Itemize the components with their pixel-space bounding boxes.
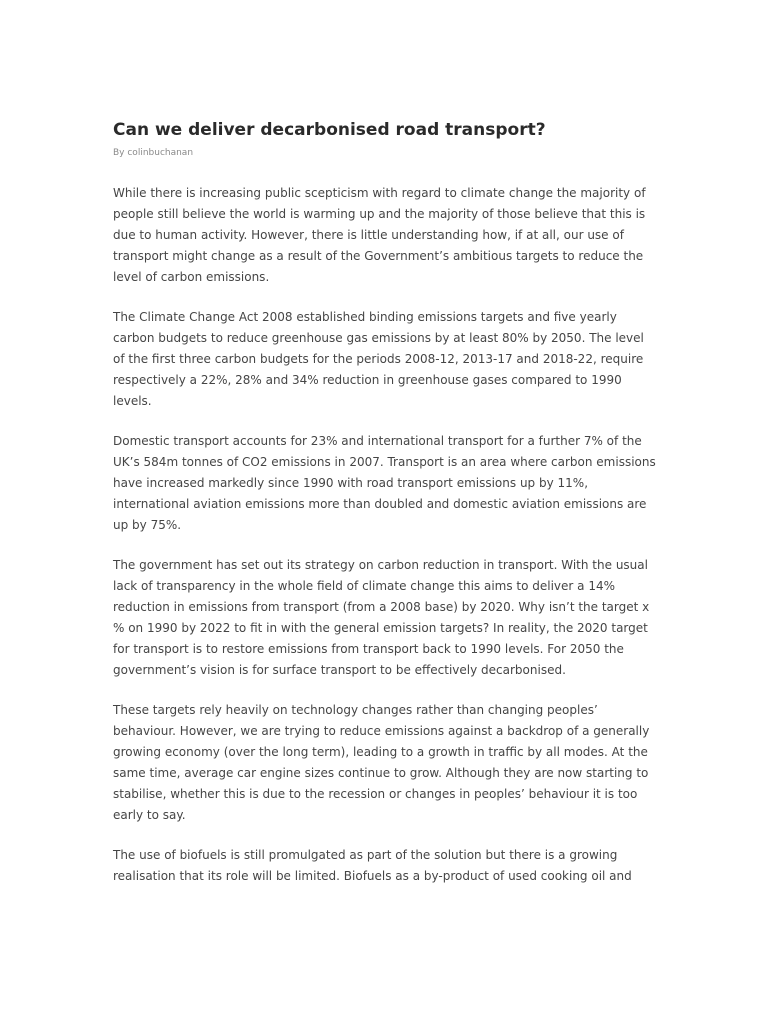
paragraph: While there is increasing public scepticism with regard to climate change the majority of people still believe the world is warming up and the majority of those believe that this is due to human activity. However, there is little understanding how, if at all, our use of transport might change as a result of the Government’s ambitious targets to reduce the level of carbon emissions. (113, 186, 646, 284)
paragraph: The use of biofuels is still promulgated as part of the solution but there is a growing realisation that its role will be limited. Biofuels as a by-product of used cooking oil and (113, 848, 632, 883)
paragraph: Domestic transport accounts for 23% and international transport for a further 7% of the UK’s 584m tonnes of CO2 emissions in 2007. Transport is an area where carbon emissions have increased markedly since 1990 with road transport emissions up by 11%, international aviation emissions more than doubled and domestic aviation emissions are up by 75%. (113, 434, 656, 532)
paragraph: These targets rely heavily on technology changes rather than changing peoples’ behaviour. However, we are trying to reduce emissions against a backdrop of a generally growing economy (over the long term), leading to a growth in traffic by all modes. At the same time, average car engine sizes continue to grow. Although they are now starting to stabilise, whether this is due to the recession or changes in peoples’ behaviour it is too early to say. (113, 703, 650, 822)
article-body (113, 183, 658, 887)
article-title: Can we deliver decarbonised road transport? (113, 120, 546, 140)
paragraph: The government has set out its strategy on carbon reduction in transport. With the usual lack of transparency in the whole field of climate change this aims to deliver a 14% reduction in emissions from transport (from a 2008 base) by 2020. Why isn’t the target x % on 1990 by 2022 to fit in with the general emission targets? In reality, the 2020 target for transport is to restore emissions from transport back to 1990 levels. For 2050 the government’s vision is for surface transport to be effectively decarbonised. (113, 558, 650, 677)
article-byline: By colinbuchanan (113, 148, 194, 158)
paragraph: The Climate Change Act 2008 established binding emissions targets and five yearly carbon budgets to reduce greenhouse gas emissions by at least 80% by 2050. The level of the first three carbon budgets for the periods 2008-12, 2013-17 and 2018-22, require respectively a 22%, 28% and 34% reduction in greenhouse gases compared to 1990 levels. (113, 310, 644, 408)
article (113, 118, 658, 906)
